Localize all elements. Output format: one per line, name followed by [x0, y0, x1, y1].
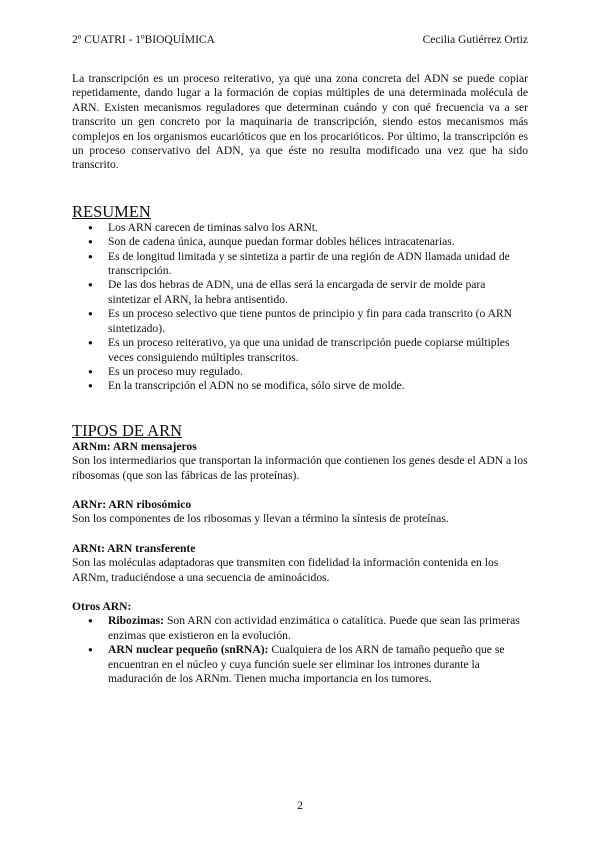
arnt-heading: ARNt: ARN transferente [72, 541, 196, 555]
arnr-heading: ARNr: ARN ribosómico [72, 497, 192, 511]
arnt-section [72, 542, 528, 585]
otros-term: Ribozimas: [108, 614, 165, 628]
arnr-text: Son los componentes de los ribosomas y llevan a término la síntesis de proteínas. [72, 512, 449, 526]
resumen-title: RESUMEN [72, 201, 151, 221]
header-author: Cecilia Gutiérrez Ortiz [422, 34, 528, 46]
resumen-item: ● Es de longitud limitada y se sintetiza a partir de una región de ADN llamada unidad de transcripción. [84, 250, 528, 279]
arnm-text: Son los intermediarios que transportan la información que contienen los genes desde el ADN a los ribosomas (que son las fábricas de las proteínas). [72, 454, 528, 482]
page-number: 2 [297, 798, 303, 812]
otros-term: ARN nuclear pequeño (snRNA): [108, 643, 269, 657]
otros-item-snrna [84, 643, 528, 686]
otros-section [72, 600, 528, 686]
resumen-item: ● Es un proceso selectivo que tiene puntos de principio y fin para cada transcrito (o ARN sintetizado). [84, 307, 528, 336]
tipos-title: TIPOS DE ARN [72, 420, 183, 440]
header-course: 2º CUATRI - 1ºBIOQUÍMICA [72, 34, 215, 46]
otros-text: Son ARN con actividad enzimática o catalítica. Puede que sean las primeras enzimas que existieron en la evolución. [108, 614, 520, 642]
otros-item-ribozimas [84, 614, 528, 643]
document-body [72, 72, 528, 686]
arnr-section [72, 498, 528, 527]
arnm-heading: ARNm: ARN mensajeros [72, 439, 197, 453]
resumen-list [84, 221, 528, 394]
resumen-item: ● Son de cadena única, aunque puedan formar dobles hélices intracatenarias. [84, 235, 528, 249]
resumen-item: ● En la transcripción el ADN no se modifica, sólo sirve de molde. [84, 379, 528, 393]
resumen-item: ● De las dos hebras de ADN, una de ellas será la encargada de servir de molde para sintetizar el ARN, la hebra antisentido. [84, 278, 528, 307]
otros-text: Cualquiera de los ARN de tamaño pequeño que se encuentran en el núcleo y cuya función suele ser eliminar los intrones durante la maduración de los ARNm. Tienen mucha importancia en los tumores. [108, 643, 505, 685]
resumen-item: ● Es un proceso muy regulado. [84, 365, 528, 379]
page-header [72, 34, 528, 50]
intro-paragraph: La transcripción es un proceso reiterativo, ya que una zona concreta del ADN se puede copiar repetidamente, dando lugar a la formación de copias múltiples de una determinada molécula de ARN. Existen mecanismos reguladores que determinan cuándo y con qué frecuencia va a ser transcrito un gen concreto por la maquinaria de transcripción, siendo estos mecanismos más complejos en los organismos eucarióticos que en los procarióticos. Por último, la transcripción es un proceso conservativo del ADN, ya que éste no resulta modificado una vez que ha sido transcrito. [72, 72, 528, 172]
otros-heading: Otros ARN: [72, 599, 132, 613]
arnt-text: Son las moléculas adaptadoras que transmiten con fidelidad la información contenida en los ARNm, traduciéndose a una secuencia de aminoácidos. [72, 556, 499, 584]
arnm-section [72, 440, 528, 483]
resumen-item: ● Los ARN carecen de timinas salvo los ARNt. [84, 221, 528, 235]
otros-list [84, 614, 528, 686]
resumen-item: ● Es un proceso reiterativo, ya que una unidad de transcripción puede copiarse múltiples veces consiguiendo múltiples transcritos. [84, 336, 528, 365]
